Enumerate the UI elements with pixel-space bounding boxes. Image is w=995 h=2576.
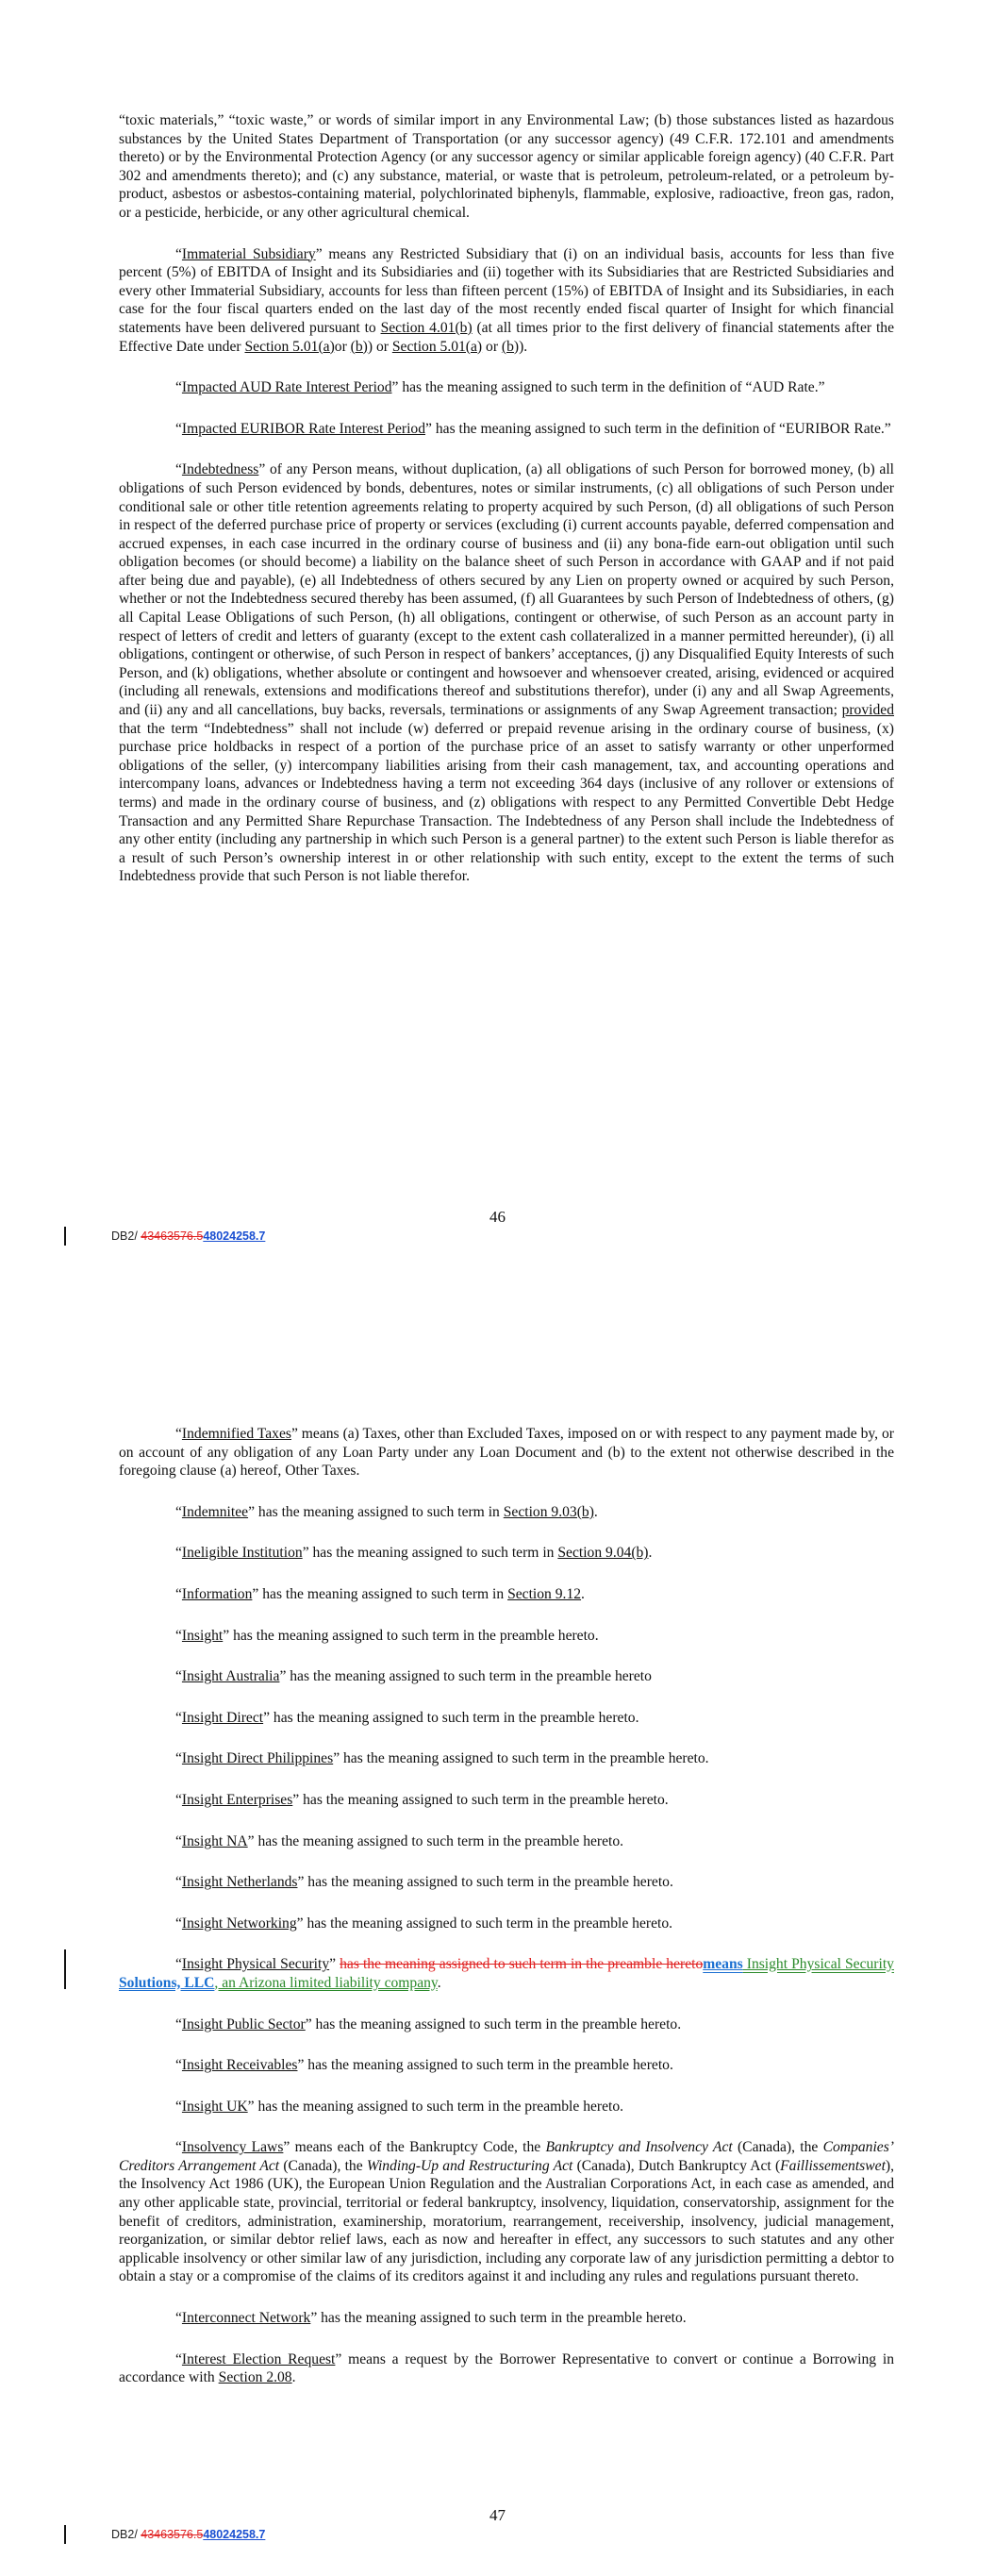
change-bar	[64, 1227, 66, 1246]
footer-doc-id	[111, 2528, 265, 2541]
term-immaterial-subsidiary: Immaterial Subsidiary	[181, 245, 316, 262]
term-insolvency-laws: Insolvency Laws	[181, 2139, 284, 2156]
page-47-body	[119, 1425, 894, 2410]
footer-prefix: DB2/	[111, 1229, 141, 1243]
def-text: ) or	[367, 338, 392, 355]
term: Insight Receivables	[181, 2057, 298, 2074]
footer-old-id: 43463576.5	[141, 2528, 204, 2541]
footer-prefix: DB2/	[111, 2528, 141, 2541]
quote: “	[175, 379, 182, 396]
def-insight-australia: “Insight Australia” has the meaning assigned to such term in the preamble hereto	[175, 1668, 652, 1685]
section-ref: Section 9.04(b)	[557, 1545, 649, 1562]
term: Insight Netherlands	[181, 1874, 298, 1891]
term: Insight Direct	[181, 1709, 264, 1726]
section-ref: (b)	[501, 338, 520, 355]
term: Insight Networking	[181, 1915, 297, 1932]
inserted-text: Solutions, LLC	[119, 1974, 215, 1991]
quote: “	[175, 461, 182, 478]
def-insight-uk: “Insight UK” has the meaning assigned to such term in the preamble hereto.	[175, 2098, 624, 2115]
def-text: ” has the meaning assigned to such term in the preamble hereto.	[247, 1832, 624, 1849]
def-text: ” means any Restricted Subsidiary that (i) on an individual basis, accounts for less than five percent (5%) of EBITDA of Insight and its Subsidiaries and (ii) together with its Subsidiaries that are Restricted Subsidiaries and every other Immaterial Subsidiary, accounts for less than fifteen percent (15%) of EBITDA of Insight and its Subsidiaries, in each case for the four fiscal quarters ended on the last day of the most recently ended fiscal quarter of Insight for which financial statements have been delivered pursuant to	[119, 245, 894, 336]
def-text: ” has the meaning assigned to such term in the preamble hereto.	[247, 2098, 624, 2115]
def-text: (Canada), the	[279, 2157, 367, 2174]
quote: “	[175, 2350, 182, 2367]
page-46	[0, 0, 995, 1283]
term-impacted-euribor: Impacted EURIBOR Rate Interest Period	[181, 420, 426, 437]
def-text: (at all times prior to the first delivery of financial statements after the Effective Date under	[119, 319, 895, 355]
def-text: ” has the meaning assigned to such term in the preamble hereto.	[292, 1791, 669, 1808]
section-ref: Section 4.01(b)	[380, 319, 473, 336]
deleted-text: has the meaning assigned to such term in the preamble hereto	[340, 1956, 704, 1973]
statute-name: Winding-Up and Restructuring Act	[366, 2157, 573, 2174]
def-text: ” has the meaning assigned to such term in the preamble hereto.	[305, 2016, 682, 2032]
def-insight-networking: “Insight Networking” has the meaning assigned to such term in the preamble hereto.	[175, 1915, 673, 1932]
def-text: or	[482, 338, 502, 355]
term: Insight NA	[181, 1832, 248, 1849]
def-insight: “Insight” has the meaning assigned to such term in the preamble hereto.	[175, 1627, 599, 1644]
def-text: ” has the meaning assigned to such term in	[302, 1545, 558, 1562]
term-impacted-aud: Impacted AUD Rate Interest Period	[181, 379, 392, 396]
footer-new-id: 48024258.7	[203, 1229, 266, 1243]
term: Insight Public Sector	[181, 2016, 306, 2032]
def-insight-public-sector: “Insight Public Sector” has the meaning assigned to such term in the preamble hereto.	[175, 2016, 682, 2032]
footer-doc-id	[111, 1229, 265, 1243]
def-insight-na: “Insight NA” has the meaning assigned to such term in the preamble hereto.	[175, 1832, 624, 1849]
def-text: ” has the meaning assigned to such term in the preamble hereto.	[263, 1709, 639, 1726]
def-text: .	[437, 1974, 441, 1991]
statute-name: Bankruptcy and Insolvency Act	[545, 2139, 733, 2156]
section-ref: Section 2.08	[218, 2369, 292, 2386]
def-text: (Canada), Dutch Bankruptcy Act (	[572, 2157, 781, 2174]
def-ineligible-institution	[119, 1544, 894, 1563]
quote-close: ”	[329, 1956, 340, 1973]
term: Insight Enterprises	[181, 1791, 293, 1808]
page-number: 46	[489, 1208, 506, 1226]
def-insight-direct: “Insight Direct” has the meaning assigned to such term in the preamble hereto.	[175, 1709, 639, 1726]
def-text: ), the Insolvency Act 1986 (UK), the European Union Regulation and the Australian Corporations Act, in each case as amended, and any other applicable state, provincial, territorial or federal bankruptcy, insolvency, liquidation, conservatorship, assignment for the benefit of creditors, administration, examinership, moratorium, rearrangement, receivership, insolvency, judicial management, reorganization, or similar debtor relief laws, each as now and hereafter in effect, any successors to such statutes and any other applicable insolvency or other similar law of any jurisdiction, including any corporate law of any jurisdiction permitting a debtor to obtain a stay or a compromise of the claims of its creditors against it and including any rules and regulations pursuant thereto.	[119, 2157, 894, 2285]
term-ineligible-institution: Ineligible Institution	[181, 1545, 303, 1562]
def-text: (Canada), the	[732, 2139, 823, 2156]
def-indebtedness	[119, 460, 894, 886]
term-interest-election-request: Interest Election Request	[181, 2350, 336, 2367]
def-insight-netherlands: “Insight Netherlands” has the meaning assigned to such term in the preamble hereto.	[175, 1874, 673, 1891]
def-text: ” means (a) Taxes, other than Excluded Taxes, imposed on or with respect to any payment made by, or on account of any obligation of any Loan Party under any Loan Document and (b) to the extent not otherwise described in the foregoing clause (a) hereof, Other Taxes.	[119, 1426, 894, 1480]
def-insolvency-laws	[119, 2138, 894, 2286]
page-number: 47	[489, 2506, 506, 2524]
moved-text: Insight Physical Security	[742, 1956, 894, 1973]
def-text: ” has the meaning assigned to such term in the preamble hereto.	[333, 1750, 709, 1767]
moved-text: , an Arizona limited liability company	[214, 1974, 438, 1991]
quote: “	[175, 1956, 182, 1973]
quote: “	[175, 245, 182, 262]
def-text: ” of any Person means, without duplication, (a) all obligations of such Person for borrowed money, (b) all obligations of such Person evidenced by bonds, debentures, notes or similar instruments, (c) all obligations of such Person under conditional sale or other title retention agreements relating to property acquired by such Person, (d) all obligations of such Person in respect of the deferred purchase price of property or services (excluding (i) current accounts payable, deferred compensation and accrued expenses, in each case incurred in the ordinary course of business and (ii) any bona-fide earn-out obligation until such obligation becomes (or should become) a liability on the balance sheet of such Person in accordance with GAAP and if not paid after being due and payable), (e) all Indebtedness of others secured by any Lien on property owned or acquired by such Person, whether or not the Indebtedness secured thereby has been assumed, (f) all Guarantees by such Person of Indebtedness of others, (g) all Capital Lease Obligations of such Person, (h) all obligations, contingent or otherwise, of such Person as an account party in respect of letters of credit and letters of guaranty (except to the extent cash collateralized in a manner permitted hereunder), (i) all obligations, contingent or otherwise, of such Person in respect of bankers’ acceptances, (j) any Disqualified Equity Interests of such Person, and (k) obligations, whether absolute or contingent and howsoever and whensoever created, arising, evidenced or acquired (including all renewals, extensions and modifications thereof and substitutions therefor), under (i) any and all Swap Agreements, and (ii) any and all cancellations, buy backs, reversals, terminations or assignments of any Swap Agreement transaction;	[119, 461, 894, 719]
def-text: ” has the meaning assigned to such term in	[252, 1585, 508, 1602]
def-text: ” means a request by the Borrower Representative to convert or continue a Borrowing in accordance with	[119, 2350, 894, 2386]
term-information: Information	[181, 1585, 253, 1602]
section-ref: Section 9.12	[507, 1585, 582, 1602]
def-insight-physical-security	[119, 1955, 894, 1992]
term: Insight UK	[181, 2098, 248, 2115]
statute-name: Companies’ Creditors Arrangement Act	[119, 2139, 894, 2174]
def-text: .	[291, 2369, 296, 2386]
def-text: .	[648, 1545, 653, 1562]
def-insight-receivables: “Insight Receivables” has the meaning assigned to such term in the preamble hereto.	[175, 2057, 673, 2074]
def-insight-enterprises: “Insight Enterprises” has the meaning assigned to such term in the preamble hereto.	[175, 1791, 669, 1808]
change-bar	[64, 2525, 66, 2544]
change-bar	[64, 1949, 66, 1989]
def-interest-election-request	[119, 2350, 894, 2387]
def-impacted-euribor	[119, 420, 894, 439]
statute-name: Faillissementswet	[780, 2157, 886, 2174]
term: Insight	[181, 1627, 224, 1644]
def-insight-direct-philippines: “Insight Direct Philippines” has the meaning assigned to such term in the preamble hereto.	[175, 1750, 709, 1767]
term: Insight Direct Philippines	[181, 1750, 334, 1767]
section-ref: (b)	[350, 338, 368, 355]
quote: “	[175, 420, 182, 437]
def-immaterial-subsidiary	[119, 245, 894, 357]
footer-new-id: 48024258.7	[203, 2528, 266, 2541]
def-text: or	[334, 338, 351, 355]
def-text: ” has the meaning assigned to such term in the preamble hereto.	[297, 2057, 673, 2074]
quote: “	[175, 1545, 182, 1562]
section-ref: Section 5.01(a)	[244, 338, 335, 355]
term-indemnified-taxes: Indemnified Taxes	[181, 1426, 291, 1442]
def-text: ” has the meaning assigned to such term in	[248, 1503, 504, 1520]
def-text: ” has the meaning assigned to such term in the definition of “EURIBOR Rate.”	[425, 420, 891, 437]
def-impacted-aud	[119, 378, 894, 397]
def-interconnect-network	[119, 2309, 894, 2328]
proviso: provided	[841, 702, 894, 719]
term-indemnitee: Indemnitee	[181, 1503, 249, 1520]
quote: “	[175, 1426, 182, 1442]
quote: “	[175, 1585, 182, 1602]
def-indemnitee	[119, 1503, 894, 1522]
inserted-text: means	[703, 1956, 743, 1973]
quote: “	[175, 2310, 182, 2327]
def-text: ” has the meaning assigned to such term in the definition of “AUD Rate.”	[391, 379, 825, 396]
page-46-body	[119, 111, 894, 909]
section-ref: Section 5.01(a)	[391, 338, 483, 355]
def-text: ” has the meaning assigned to such term in the preamble hereto.	[310, 2310, 687, 2327]
quote: “	[175, 2139, 182, 2156]
term: Insight Australia	[181, 1668, 280, 1685]
def-text: ” has the meaning assigned to such term in the preamble hereto	[279, 1668, 652, 1685]
def-information	[119, 1585, 894, 1604]
term-interconnect-network: Interconnect Network	[181, 2310, 311, 2327]
quote: “	[175, 1503, 182, 1520]
def-text: ” means each of the Bankruptcy Code, the	[283, 2139, 546, 2156]
def-text: ” has the meaning assigned to such term in the preamble hereto.	[297, 1874, 673, 1891]
footer-old-id: 43463576.5	[141, 1229, 204, 1243]
page-47	[0, 1283, 995, 2576]
def-indemnified-taxes	[119, 1425, 894, 1480]
def-text: .	[581, 1585, 585, 1602]
toxic-materials-continuation: “toxic materials,” “toxic waste,” or words of similar import in any Environmental Law; (b) those substances listed as hazardous substances by the United States Department of Transportation (or any successor agency) (49 C.F.R. 172.101 and amendments thereto) or by the Environmental Protection Agency (or any successor agency or similar applicable foreign agency) (40 C.F.R. Part 302 and amendments thereto); and (c) any substance, material, or waste that is petroleum, petroleum-related, or a petroleum by-product, asbestos or asbestos-containing material, polychlorinated biphenyls, flammable, explosive, radioactive, freon gas, radon, or a pesticide, herbicide, or any other agricultural chemical.	[119, 112, 894, 221]
def-text: ).	[519, 338, 528, 355]
term-insight-physical-security: Insight Physical Security	[181, 1956, 330, 1973]
term-indebtedness: Indebtedness	[181, 461, 259, 478]
def-text: .	[593, 1503, 598, 1520]
def-text: ” has the meaning assigned to such term in the preamble hereto.	[223, 1627, 599, 1644]
section-ref: Section 9.03(b)	[503, 1503, 594, 1520]
def-text: ” has the meaning assigned to such term in the preamble hereto.	[296, 1915, 673, 1932]
def-text: that the term “Indebtedness” shall not include (w) deferred or prepaid revenue arising in the ordinary course of business, (x) purchase price holdbacks in respect of a portion of the purchase price of an asset to satisfy warranty or other unperformed obligations of the seller, (y) intercompany liabilities arising from their cash management, tax, and accounting operations and intercompany loans, advances or Indebtedness having a term not exceeding 364 days (inclusive of any rollover or extensions of terms) and made in the ordinary course of business, and (z) obligations with respect to any Permitted Convertible Debt Hedge Transaction and any Permitted Share Repurchase Transaction. The Indebtedness of any Person shall include the Indebtedness of any other entity (including any partnership in which such Person is a general partner) to the extent such Person is liable therefor as a result of such Person’s ownership interest in or other relationship with such entity, except to the extent the terms of such Indebtedness provide that such Person is not liable therefor.	[119, 720, 894, 885]
